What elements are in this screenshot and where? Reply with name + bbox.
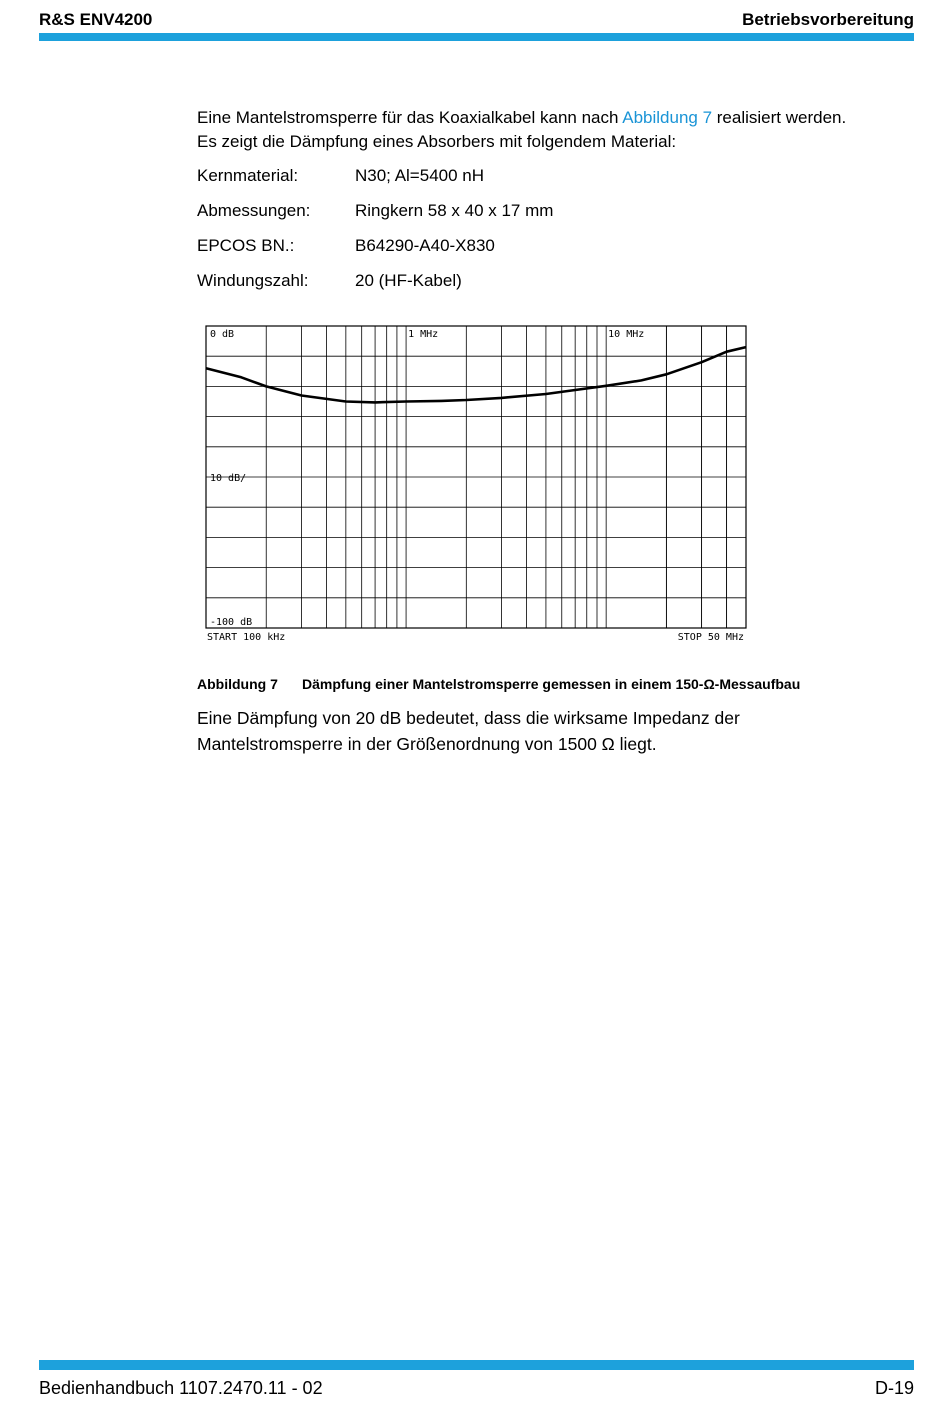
bottom-level-label: -100 dB — [210, 617, 253, 628]
spec-value: B64290-A40-X830 — [355, 236, 495, 255]
page-footer — [39, 1360, 914, 1400]
intro-text-after: realisiert werden. — [712, 108, 847, 127]
spec-value: Ringkern 58 x 40 x 17 mm — [355, 201, 554, 220]
spec-label: EPCOS BN.: — [197, 236, 295, 255]
conclusion-line-2: Mantelstromsperre in der Größenordnung von 1500 Ω liegt. — [197, 734, 657, 754]
spec-label: Kernmaterial: — [197, 166, 299, 185]
attenuation-chart — [200, 320, 752, 646]
spec-label: Windungszahl: — [197, 271, 309, 290]
spec-value: N30; Al=5400 nH — [355, 166, 485, 185]
page-number: D-19 — [874, 1378, 914, 1398]
tick-label-10mhz: 10 MHz — [608, 329, 645, 340]
caption-text: Dämpfung einer Mantelstromsperre gemessen in einem 150-Ω-Messaufbau — [302, 676, 801, 692]
spec-label: Abmessungen: — [197, 201, 311, 220]
stop-frequency-label: STOP 50 MHz — [677, 632, 744, 643]
conclusion-paragraph — [197, 705, 917, 757]
page-header — [39, 8, 914, 42]
product-name: R&S ENV4200 — [39, 10, 153, 29]
manual-number: Bedienhandbuch 1107.2470.11 - 02 — [39, 1378, 323, 1398]
tick-label-1mhz: 1 MHz — [408, 329, 439, 340]
intro-line-1 — [197, 106, 917, 130]
header-rule — [39, 33, 914, 41]
ref-level-label: 0 dB — [210, 329, 235, 340]
attenuation-curve — [206, 347, 746, 402]
figure-link[interactable]: Abbildung 7 — [622, 108, 713, 127]
intro-paragraph — [197, 106, 917, 154]
chart-grid — [206, 326, 746, 628]
conclusion-line-1: Eine Dämpfung von 20 dB bedeutet, dass die wirksame Impedanz der — [197, 708, 740, 728]
start-frequency-label: START 100 kHz — [207, 632, 286, 643]
intro-line-2: Es zeigt die Dämpfung eines Absorbers mit folgendem Material: — [197, 132, 677, 151]
section-title: Betriebsvorbereitung — [742, 10, 914, 29]
scale-label: 10 dB/ — [210, 473, 247, 484]
spec-value: 20 (HF-Kabel) — [355, 271, 462, 290]
footer-rule — [39, 1360, 914, 1370]
intro-text-before: Eine Mantelstromsperre für das Koaxialkabel kann nach — [197, 108, 623, 127]
caption-label: Abbildung 7 — [197, 676, 278, 692]
